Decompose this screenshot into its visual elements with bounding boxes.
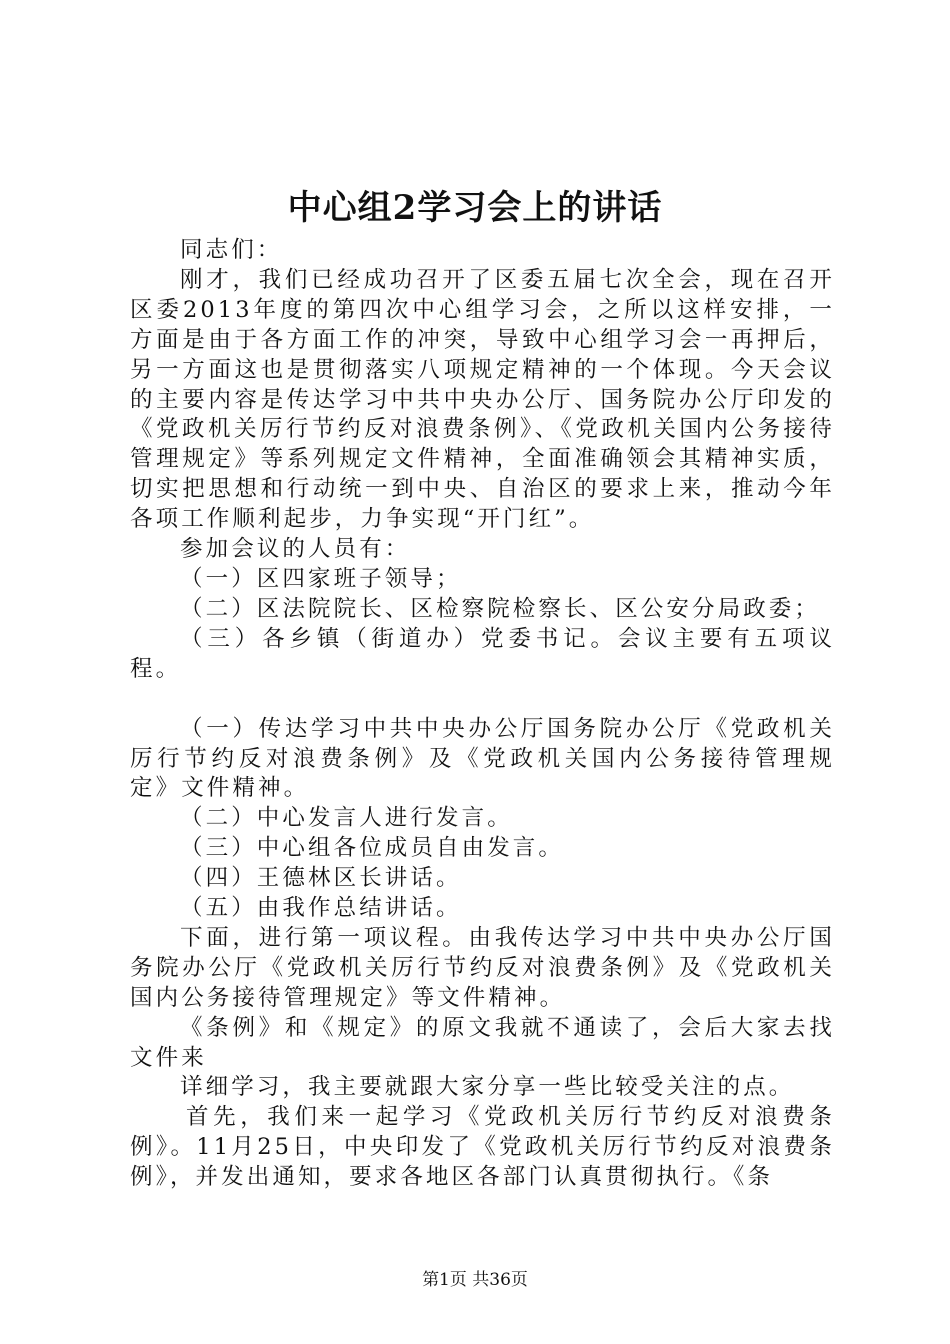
agenda-item: （三）中心组各位成员自由发言。 (180, 835, 565, 862)
agenda-attendee-item: （三）各乡镇（街道办）党委书记。会议主要有五项议程。 (130, 625, 835, 682)
paragraph: 参加会议的人员有： (180, 536, 411, 563)
agenda-item: （五）由我作总结讲话。 (180, 895, 462, 922)
agenda-item: （一）传达学习中共中央办公厅国务院办公厅《党政机关厉行节约反对浪费条例》及《党政机关国内公务接待管理规定》文件精神。 (130, 715, 835, 802)
page-footer: 第1页 共36页 (422, 1270, 528, 1290)
paragraph: 详细学习，我主要就跟大家分享一些比较受关注的点。 (180, 1074, 795, 1101)
agenda-item: （四）王德林区长讲话。 (180, 865, 462, 892)
document-body (130, 236, 835, 1193)
paragraph-spacer (130, 685, 835, 715)
agenda-attendee-item: （一）区四家班子领导； (180, 565, 462, 592)
paragraph: 同志们： (180, 237, 283, 263)
document-title: 中心组2学习会上的讲话 (287, 188, 663, 228)
agenda-attendee-item: （二）区法院院长、区检察院检察长、区公安分局政委； (180, 595, 821, 622)
paragraph: 刚才，我们已经成功召开了区委五届七次全会，现在召开区委2013年度的第四次中心组学习会，之所以这样安排，一方面是由于各方面工作的冲突，导致中心组学习会一再押后，另一方面这也是贯彻落实八项规定精神的一个体现。今天会议的主要内容是传达学习中共中央办公厅、国务院办公厅印发的《党政机关厉行节约反对浪费条例》、《党政机关国内公务接待管理规定》等系列规定文件精神，全面准确领会其精神实质，切实把思想和行动统一到中央、自治区的要求上来，推动今年各项工作顺利起步，力争实现“开门红”。 (130, 266, 835, 533)
paragraph: 下面，进行第一项议程。由我传达学习中共中央办公厅国务院办公厅《党政机关厉行节约反对浪费条例》及《党政机关国内公务接待管理规定》等文件精神。 (130, 924, 835, 1011)
agenda-item: （二）中心发言人进行发言。 (180, 805, 513, 832)
paragraph: 《条例》和《规定》的原文我就不通读了，会后大家去找文件来 (130, 1014, 835, 1071)
paragraph: 首先，我们来一起学习《党政机关厉行节约反对浪费条例》。11月25日，中央印发了《党政机关厉行节约反对浪费条例》，并发出通知，要求各地区各部门认真贯彻执行。《条 (130, 1104, 835, 1191)
